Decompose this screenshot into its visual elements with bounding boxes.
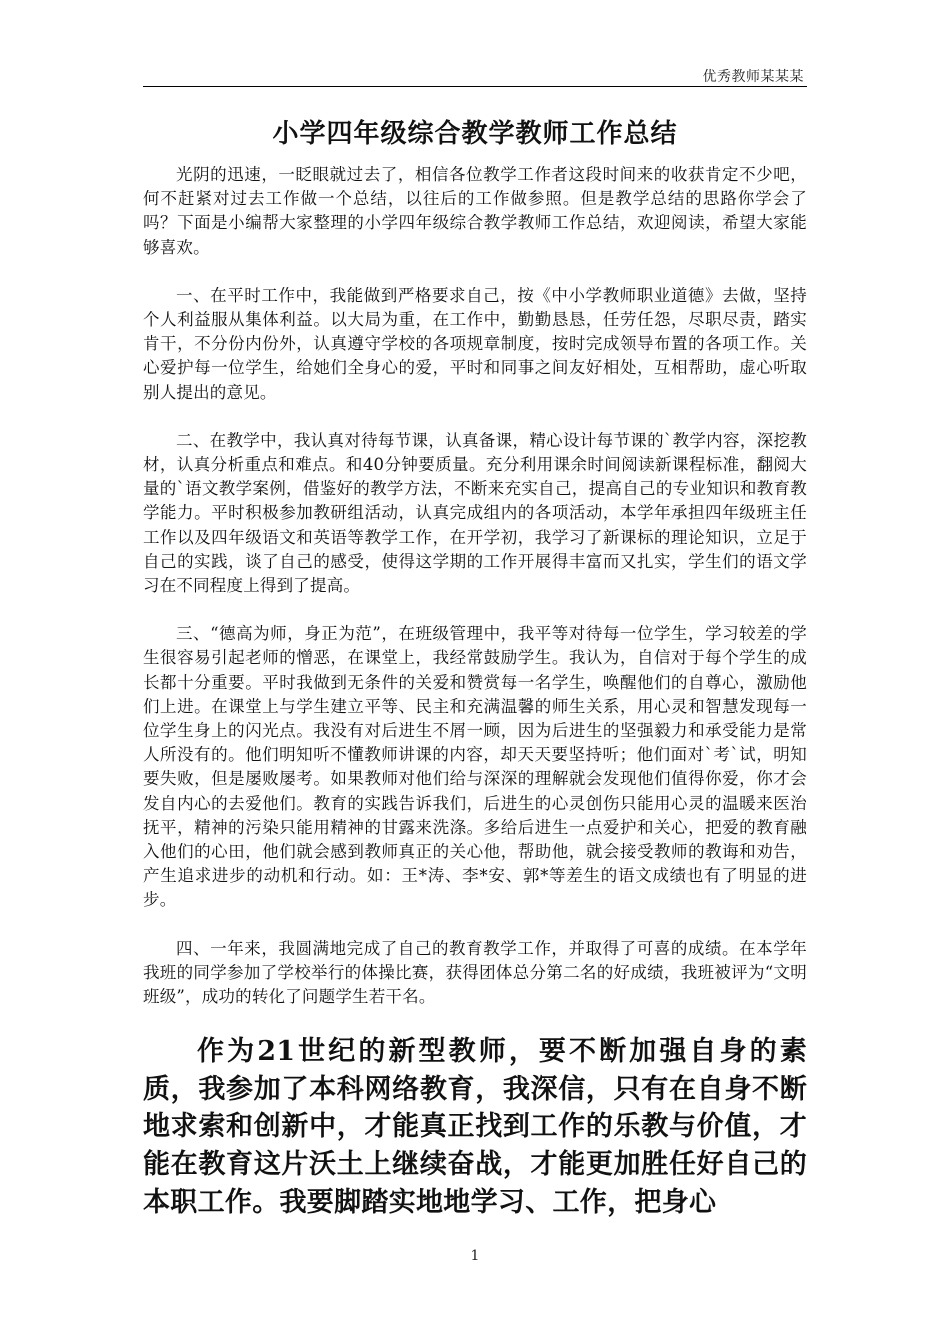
page-number: 1 — [470, 1248, 480, 1264]
document-body — [143, 163, 807, 1221]
paragraph-intro: 光阴的迅速，一眨眼就过去了，相信各位教学工作者这段时间来的收获肯定不少吧，何不赶紧对过去工作做一个总结，以往后的工作做参照。但是教学总结的思路你学会了吗？下面是小编帮大家整理的小学四年级综合教学教师工作总结，欢迎阅读，希望大家能够喜欢。 — [143, 165, 807, 257]
paragraph-section-3: 三、“德高为师，身正为范”，在班级管理中，我平等对待每一位学生，学习较差的学生很容易引起老师的憎恶，在课堂上，我经常鼓励学生。我认为，自信对于每个学生的成长都十分重要。平时我做到无条件的关爱和赞赏每一名学生，唤醒他们的自尊心，激励他们上进。在课堂上与学生建立平等、民主和充满温馨的师生关系，用心灵和智慧发现每一位学生身上的闪光点。我没有对后进生不屑一顾，因为后进生的坚强毅力和承受能力是常人所没有的。他们明知听不懂教师讲课的内容，却天天要坚持听；他们面对`考`试，明知要失败，但是屡败屡考。如果教师对他们给与深深的理解就会发现他们值得你爱，你才会发自内心的去爱他们。教育的实践告诉我们，后进生的心灵创伤只能用心灵的温暖来医治抚平，精神的污染只能用精神的甘露来洗涤。多给后进生一点爱护和关心，把爱的教育融入他们的心田，他们就会感到教师真正的关心他，帮助他，就会接受教师的教诲和劝告，产生追求进步的动机和行动。如：王*涛、李*安、郭*等差生的语文成绩也有了明显的进步。 — [143, 624, 807, 910]
header-divider — [143, 86, 807, 87]
paragraph-section-4: 四、一年来，我圆满地完成了自己的教育教学工作，并取得了可喜的成绩。在本学年我班的同学参加了学校举行的体操比赛，获得团体总分第二名的好成绩，我班被评为“文明班级”，成功的转化了问题学生若干名。 — [143, 938, 807, 1007]
paragraph-section-1: 一、在平时工作中，我能做到严格要求自己，按《中小学教师职业道德》去做，坚持个人利益服从集体利益。以大局为重，在工作中，勤勤恳恳，任劳任怨，尽职尽责，踏实肯干，不分份内份外，认真遵守学校的各项规章制度，按时完成领导布置的各项工作。关心爱护每一位学生，给她们全身心的爱，平时和同事之间友好相处，互相帮助，虚心听取别人提出的意见。 — [143, 285, 807, 402]
paragraph-section-2: 二、在教学中，我认真对待每节课，认真备课，精心设计每节课的`教学内容，深挖教材，认真分析重点和难点。和40分钟要质量。充分利用课余时间阅读新课程标准，翻阅大量的`语文教学案例，借鉴好的教学方法，不断来充实自己，提高自己的专业知识和教育教学能力。平时积极参加教研组活动，认真完成组内的各项活动，本学年承担四年级班主任工作以及四年级语文和英语等教学工作，在开学初，我学习了新课标的理论知识，立足于自己的实践，谈了自己的感受，使得这学期的工作开展得丰富而又扎实，学生们的语文学习在不同程度上得到了提高。 — [143, 430, 807, 596]
document-title: 小学四年级综合教学教师工作总结 — [272, 119, 678, 149]
page-header-author: 优秀教师某某某 — [702, 69, 804, 85]
paragraph-closing: 作为21世纪的新型教师，要不断加强自身的素质，我参加了本科网络教育，我深信，只有在自身不断地求索和创新中，才能真正找到工作的乐教与价值，才能在教育这片沃土上继续奋战，才能更加胜任好自己的本职工作。我要脚踏实地地学习、工作，把身心 — [143, 1036, 807, 1218]
